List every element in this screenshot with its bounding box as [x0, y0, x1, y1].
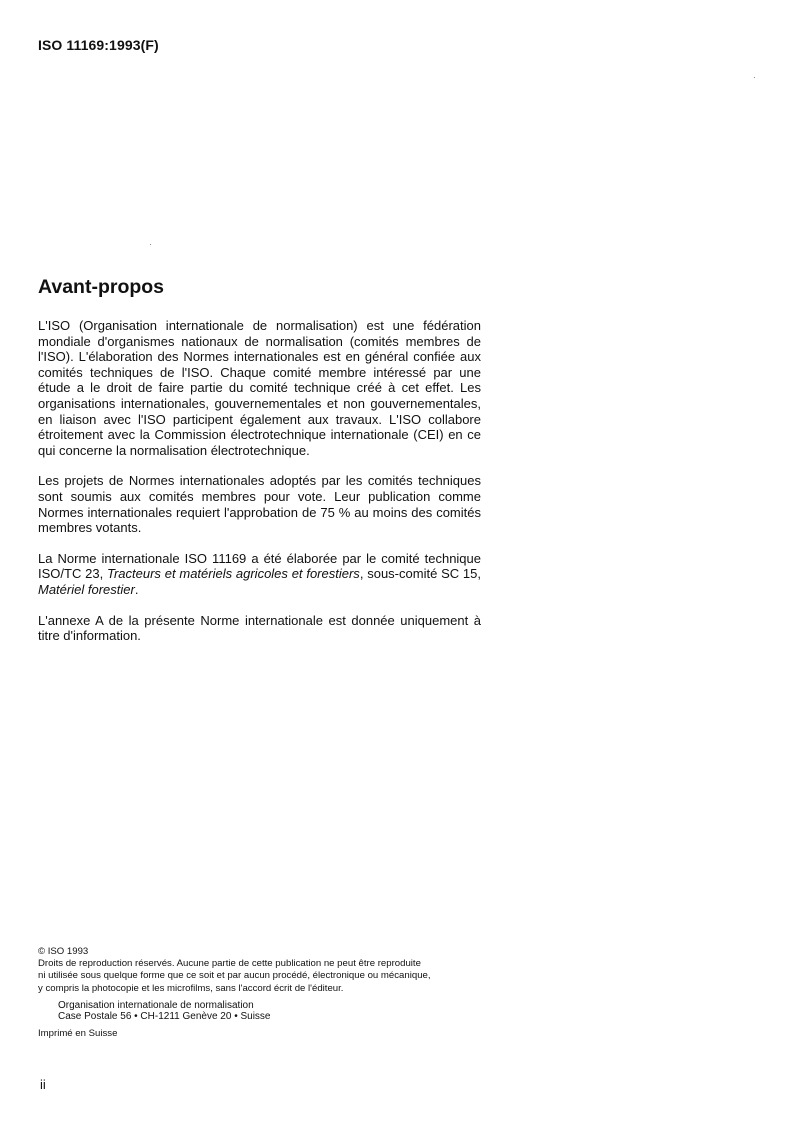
- committee-text-2: , sous-comité SC 15,: [359, 566, 482, 582]
- organisation-address: Case Postale 56 • CH-1211 Genève 20 • Suisse: [58, 1011, 271, 1023]
- foreword-body: [38, 318, 481, 659]
- paragraph-voting: Les projets de Normes internationales adoptés par les comités techniques sont soumis aux comités membres pour vote. Leur publication comme Normes internationales requiert l'approbation de 75 % au moins des comités membres votants.: [38, 473, 481, 536]
- rights-line-3: y compris la photocopie et les microfilms, sans l'accord écrit de l'éditeur.: [38, 982, 344, 994]
- copyright-notice: © ISO 1993: [38, 946, 89, 957]
- subcommittee-name-italic: Matériel forestier: [38, 581, 135, 597]
- printed-in: Imprimé en Suisse: [38, 1027, 118, 1039]
- paragraph-committee: [38, 551, 481, 598]
- scan-speck: [150, 244, 151, 245]
- committee-name-italic: Tracteurs et matériels agricoles et forestiers: [107, 566, 360, 582]
- scan-speck: [754, 77, 755, 78]
- page-number: ii: [40, 1077, 46, 1092]
- paragraph-iso-intro: L'ISO (Organisation internationale de normalisation) est une fédération mondiale d'organismes nationaux de normalisation (comités membres de l'ISO). L'élaboration des Normes internationales est en général confiée aux comités techniques de l'ISO. Chaque comité membre intéressé par une étude a le droit de faire partie du comité technique créé à cet effet. Les organisations internationales, gouvernementales et non gouvernementales, en liaison avec l'ISO participent également aux travaux. L'ISO collabore étroitement avec la Commission électrotechnique internationale (CEI) en ce qui concerne la normalisation électrotechnique.: [38, 318, 481, 458]
- organisation-name: Organisation internationale de normalisation: [58, 999, 254, 1011]
- paragraph-annex: L'annexe A de la présente Norme internationale est donnée uniquement à titre d'information.: [38, 612, 481, 644]
- rights-line-2: ni utilisée sous quelque forme que ce soit et par aucun procédé, électronique ou mécanique,: [38, 970, 431, 982]
- copyright-block: [38, 946, 483, 1040]
- rights-line-1: Droits de reproduction réservés. Aucune partie de cette publication ne peut être reproduite: [38, 958, 421, 970]
- section-title: Avant-propos: [38, 276, 165, 298]
- document-id-header: ISO 11169:1993(F): [38, 37, 159, 53]
- committee-text-1: La Norme internationale ISO 11169 a été élaborée par le comité technique ISO/TC 23,: [38, 550, 481, 582]
- committee-text-3: .: [134, 581, 139, 597]
